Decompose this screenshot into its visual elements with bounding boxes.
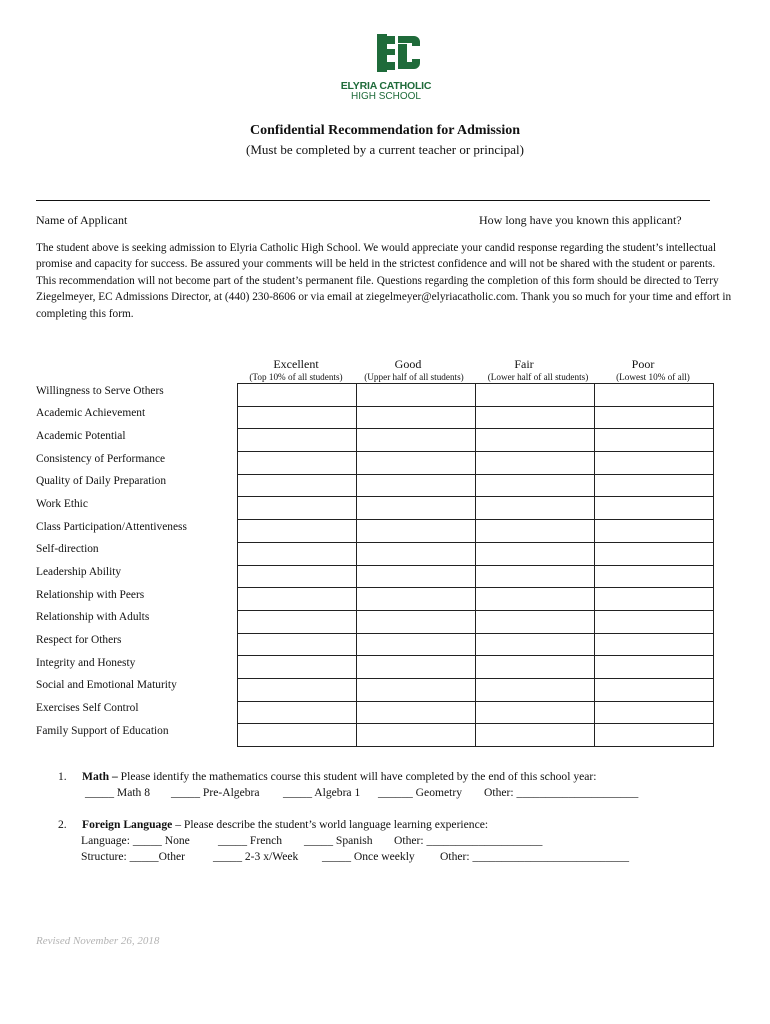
rating-row xyxy=(34,542,714,565)
question-2-number: 2. xyxy=(58,818,67,831)
rating-row-label: Relationship with Adults xyxy=(36,611,150,624)
rating-cell-poor[interactable] xyxy=(595,701,714,724)
rating-cell-excellent[interactable] xyxy=(238,724,357,747)
rating-cell-excellent[interactable] xyxy=(238,656,357,679)
rating-row xyxy=(34,701,714,724)
rating-row xyxy=(34,474,714,497)
rating-cell-excellent[interactable] xyxy=(238,701,357,724)
math-option-algebra1[interactable]: _____ Algebra 1 xyxy=(283,786,361,799)
rating-cell-good[interactable] xyxy=(357,656,476,679)
rating-cell-poor[interactable] xyxy=(595,406,714,429)
language-option-spanish[interactable]: _____ Spanish xyxy=(304,834,373,847)
intro-paragraph: The student above is seeking admission to Elyria Catholic High School. We would appreciate your candid response regarding the student’s intellectual promise and capacity for success. Be assured your comments will be held in the strictest confidence and will not be shared with the student or parents. This recommendation will not become part of the student’s permanent file. Questions regarding the completion of this form should be directed to Terry Ziegelmeyer, EC Admissions Director, at (440) 230-8606 or via email at ziegelmeyer@elyriacatholic.com. Thank you so much for your time and effort in completing this form. xyxy=(36,242,732,320)
rating-cell-good[interactable] xyxy=(357,724,476,747)
rating-row xyxy=(34,610,714,633)
structure-option-once-weekly[interactable]: _____ Once weekly xyxy=(322,850,415,863)
rating-cell-excellent[interactable] xyxy=(238,452,357,475)
math-option-math8[interactable]: _____ Math 8 xyxy=(85,786,151,799)
structure-option-other-text[interactable]: Other: ___________________________ xyxy=(440,850,630,863)
rating-cell-good[interactable] xyxy=(357,406,476,429)
rating-cell-excellent[interactable] xyxy=(238,678,357,701)
rating-cell-good[interactable] xyxy=(357,542,476,565)
rating-cell-poor[interactable] xyxy=(595,588,714,611)
rating-row-label: Work Ethic xyxy=(36,497,88,510)
rating-row xyxy=(34,384,714,407)
rating-row xyxy=(34,452,714,475)
rating-row-label: Integrity and Honesty xyxy=(36,656,136,669)
column-poor-label: Poor xyxy=(631,357,655,371)
rating-cell-good[interactable] xyxy=(357,678,476,701)
rating-cell-excellent[interactable] xyxy=(238,588,357,611)
rating-cell-poor[interactable] xyxy=(595,633,714,656)
rating-cell-good[interactable] xyxy=(357,565,476,588)
rating-cell-poor[interactable] xyxy=(595,474,714,497)
rating-row xyxy=(34,678,714,701)
rating-cell-poor[interactable] xyxy=(595,542,714,565)
rating-row-label: Quality of Daily Preparation xyxy=(36,475,167,488)
rating-cell-poor[interactable] xyxy=(595,384,714,407)
rating-cell-poor[interactable] xyxy=(595,429,714,452)
rating-cell-poor[interactable] xyxy=(595,520,714,543)
rating-cell-good[interactable] xyxy=(357,384,476,407)
rating-row xyxy=(34,588,714,611)
rating-cell-excellent[interactable] xyxy=(238,497,357,520)
question-1-heading: Math – xyxy=(82,770,118,783)
rating-cell-excellent[interactable] xyxy=(238,542,357,565)
rating-cell-fair[interactable] xyxy=(476,384,595,407)
column-excellent-label: Excellent xyxy=(273,357,319,371)
rating-cell-poor[interactable] xyxy=(595,724,714,747)
question-1-prompt: Please identify the mathematics course this student will have completed by the end of this school year: xyxy=(117,770,597,783)
rating-row-label: Leadership Ability xyxy=(36,566,122,578)
rating-row xyxy=(34,406,714,429)
question-1-text xyxy=(82,769,722,786)
rating-row xyxy=(34,429,714,452)
logo-school-subtitle: HIGH SCHOOL xyxy=(350,91,421,102)
math-option-prealgebra[interactable]: _____ Pre-Algebra xyxy=(171,786,260,799)
rating-table xyxy=(34,383,714,747)
rating-row-label: Self-direction xyxy=(36,543,99,556)
rating-row xyxy=(34,520,714,543)
rating-cell-good[interactable] xyxy=(357,633,476,656)
rating-cell-good[interactable] xyxy=(357,701,476,724)
form-subtitle: (Must be completed by a current teacher or principal) xyxy=(246,142,524,157)
rating-row-label: Respect for Others xyxy=(36,634,122,647)
rating-row-label: Exercises Self Control xyxy=(36,702,139,715)
applicant-name-line[interactable] xyxy=(36,200,710,201)
column-fair-sub: (Lower half of all students) xyxy=(487,372,589,382)
rating-cell-fair[interactable] xyxy=(476,406,595,429)
rating-cell-poor[interactable] xyxy=(595,610,714,633)
question-2-heading: Foreign Language xyxy=(82,818,173,831)
rating-cell-fair[interactable] xyxy=(476,701,595,724)
rating-row xyxy=(34,724,714,747)
math-option-geometry[interactable]: ______ Geometry xyxy=(378,786,463,799)
rating-cell-poor[interactable] xyxy=(595,452,714,475)
column-poor-sub: (Lowest 10% of all) xyxy=(616,372,690,382)
rating-cell-good[interactable] xyxy=(357,520,476,543)
rating-cell-fair[interactable] xyxy=(476,633,595,656)
structure-option-2-3-week[interactable]: _____ 2-3 x/Week xyxy=(213,850,299,863)
rating-cell-excellent[interactable] xyxy=(238,474,357,497)
rating-cell-good[interactable] xyxy=(357,610,476,633)
language-option-french[interactable]: _____ French xyxy=(218,834,283,847)
rating-cell-good[interactable] xyxy=(357,452,476,475)
structure-option-other[interactable]: Structure: _____Other xyxy=(81,850,185,863)
question-1-number: 1. xyxy=(58,770,67,783)
rating-row-label: Social and Emotional Maturity xyxy=(36,679,177,692)
rating-row-label: Willingness to Serve Others xyxy=(36,384,164,397)
column-fair-label: Fair xyxy=(514,357,534,371)
rating-cell-poor[interactable] xyxy=(595,565,714,588)
rating-cell-excellent[interactable] xyxy=(238,610,357,633)
rating-cell-excellent[interactable] xyxy=(238,565,357,588)
column-excellent-sub: (Top 10% of all students) xyxy=(249,372,343,382)
rating-cell-good[interactable] xyxy=(357,497,476,520)
rating-row-label: Academic Potential xyxy=(36,429,126,442)
rating-cell-good[interactable] xyxy=(357,474,476,497)
rating-cell-fair[interactable] xyxy=(476,429,595,452)
rating-cell-excellent[interactable] xyxy=(238,633,357,656)
rating-row xyxy=(34,656,714,679)
rating-cell-excellent[interactable] xyxy=(238,429,357,452)
rating-cell-excellent[interactable] xyxy=(238,520,357,543)
rating-cell-fair[interactable] xyxy=(476,474,595,497)
rating-cell-excellent[interactable] xyxy=(238,384,357,407)
rating-cell-fair[interactable] xyxy=(476,565,595,588)
language-option-other[interactable]: Other: ____________________ xyxy=(394,834,543,847)
rating-row xyxy=(34,497,714,520)
rating-row xyxy=(34,633,714,656)
rating-row-label: Academic Achievement xyxy=(36,407,146,420)
rating-row-label: Relationship with Peers xyxy=(36,588,145,601)
math-option-other[interactable]: Other: _____________________ xyxy=(484,786,639,799)
rating-cell-fair[interactable] xyxy=(476,724,595,747)
column-good-sub: (Upper half of all students) xyxy=(364,372,464,382)
rating-cell-good[interactable] xyxy=(357,429,476,452)
applicant-name-label: Name of Applicant xyxy=(36,213,128,227)
language-option-none[interactable]: Language: _____ None xyxy=(81,834,190,847)
rating-row-label: Consistency of Performance xyxy=(36,452,166,465)
rating-cell-fair[interactable] xyxy=(476,497,595,520)
rating-cell-good[interactable] xyxy=(357,588,476,611)
rating-cell-excellent[interactable] xyxy=(238,406,357,429)
question-2-text xyxy=(82,817,722,834)
question-2-prompt: – Please describe the student’s world language learning experience: xyxy=(172,818,489,831)
logo-school-name: ELYRIA CATHOLIC xyxy=(340,80,432,92)
rating-cell-fair[interactable] xyxy=(476,520,595,543)
rating-cell-fair[interactable] xyxy=(476,656,595,679)
rating-cell-poor[interactable] xyxy=(595,497,714,520)
rating-row-label: Family Support of Education xyxy=(36,724,169,737)
rating-cell-fair[interactable] xyxy=(476,610,595,633)
known-duration-label: How long have you known this applicant? xyxy=(479,213,682,227)
form-title: Confidential Recommendation for Admission xyxy=(249,123,521,138)
rating-cell-fair[interactable] xyxy=(476,542,595,565)
rating-cell-fair[interactable] xyxy=(476,588,595,611)
revision-date: Revised November 26, 2018 xyxy=(36,935,160,947)
column-good-label: Good xyxy=(394,357,422,371)
rating-cell-fair[interactable] xyxy=(476,678,595,701)
rating-cell-poor[interactable] xyxy=(595,656,714,679)
rating-row xyxy=(34,565,714,588)
rating-cell-fair[interactable] xyxy=(476,452,595,475)
rating-cell-poor[interactable] xyxy=(595,678,714,701)
rating-row-label: Class Participation/Attentiveness xyxy=(36,520,187,533)
